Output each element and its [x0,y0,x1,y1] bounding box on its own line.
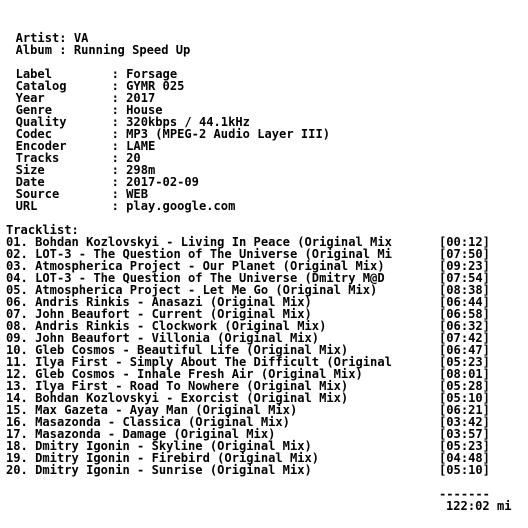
track-duration: [05:23] [439,355,490,369]
track-title: 17. Masazonda - Damage (Original Mix) [6,427,276,441]
track-title: 09. John Beaufort - Villonia (Original Mix) [6,331,320,345]
meta-value: MP3 (MPEG-2 Audio Layer III) [126,127,331,141]
meta-value: GYMR 025 [126,79,185,93]
track-title: 05. Atmospherica Project - Let Me Go (Original Mix) [6,283,378,297]
track-title: 20. Dmitry Igonin - Sunrise (Original Mix) [6,463,312,477]
track-duration: [04:48] [439,451,490,465]
meta-key: Size [15,163,45,177]
meta-separator: : [111,127,127,141]
meta-key: Genre [15,103,52,117]
total-separator: ------- [439,487,490,501]
track-duration: [05:28] [439,379,490,393]
track-duration: [07:50] [439,247,490,261]
meta-key: Label [15,67,52,81]
meta-row-size [6,164,528,176]
meta-separator: : [111,175,127,189]
meta-value: 320kbps / 44.1kHz [126,115,250,129]
meta-row-tracks [6,152,528,164]
meta-separator: : [111,91,127,105]
track-title: 15. Max Gazeta - Ayay Man (Original Mix) [6,403,298,417]
meta-row-catalog [6,80,528,92]
spacer [6,212,528,224]
meta-key: URL [15,199,38,213]
track-duration: [06:58] [439,307,490,321]
meta-key: Codec [15,127,52,141]
meta-separator: : [111,67,127,81]
track-duration: [06:21] [439,403,490,417]
track-title: 03. Atmospherica Project - Our Planet (Original Mix) [6,259,385,273]
track-duration: [05:10] [439,391,490,405]
meta-value: 2017 [126,91,156,105]
meta-row-genre [6,104,528,116]
meta-row-year [6,92,528,104]
total-duration: 122:02 mi [446,499,512,513]
meta-row-source [6,188,528,200]
track-duration: [08:01] [439,367,490,381]
meta-row-codec [6,128,528,140]
track-title: 04. LOT-3 - The Question of The Universe (Dmitry M@D [6,271,385,285]
meta-separator: : [111,151,127,165]
track-duration: [08:38] [439,283,490,297]
meta-separator: : [111,199,127,213]
track-title: 12. Gleb Cosmos - Inhale Fresh Air (Original Mix) [6,367,363,381]
meta-key: Encoder [15,139,67,153]
track-title: 01. Bohdan Kozlovskyi - Living In Peace (Original Mix [6,235,392,249]
track-duration: [09:23] [439,259,490,273]
artist-line: Artist: VA [15,31,89,45]
meta-row-url [6,200,528,212]
meta-key: Tracks [15,151,60,165]
meta-key: Quality [15,115,67,129]
track-row [6,464,528,476]
track-title: 14. Bohdan Kozlovskyi - Exorcist (Original Mix) [6,391,349,405]
track-duration: [06:44] [439,295,490,309]
meta-row-date [6,176,528,188]
tracklist-heading: Tracklist: [6,223,79,237]
meta-row-label [6,68,528,80]
track-title: 02. LOT-3 - The Question of The Universe (Original Mi [6,247,392,261]
meta-key: Source [15,187,60,201]
meta-separator: : [111,187,127,201]
track-duration: [03:42] [439,415,490,429]
track-title: 10. Gleb Cosmos - Beautiful Life (Original Mix) [6,343,349,357]
track-title: 06. Andris Rinkis - Anasazi (Original Mix) [6,295,312,309]
meta-key: Year [15,91,45,105]
track-duration: [05:23] [439,439,490,453]
meta-separator: : [111,163,127,177]
release-info-document [6,31,528,513]
track-title: 07. John Beaufort - Current (Original Mix) [6,307,312,321]
album-line: Album : Running Speed Up [15,43,191,57]
meta-value: play.google.com [126,199,236,213]
tracklist [6,236,528,476]
meta-separator: : [111,103,127,117]
meta-key: Catalog [15,79,67,93]
track-title: 18. Dmitry Igonin - Skyline (Original Mix) [6,439,312,453]
track-duration: [07:42] [439,331,490,345]
meta-row-encoder [6,140,528,152]
meta-value: 298m [126,163,156,177]
meta-value: Forsage [126,67,178,81]
meta-value: House [126,103,163,117]
metadata-block [6,68,528,212]
total-separator-row [6,476,528,501]
track-title: 16. Masazonda - Classica (Original Mix) [6,415,290,429]
track-duration: [06:32] [439,319,490,333]
meta-value: WEB [126,187,148,201]
track-duration: [05:10] [439,463,490,477]
meta-separator: : [111,79,127,93]
meta-key: Date [15,175,45,189]
track-duration: [00:12] [439,235,490,249]
track-duration: [03:57] [439,427,490,441]
meta-separator: : [111,139,127,153]
track-title: 11. Ilya First - Simply About The Difficult (Original [6,355,392,369]
meta-separator: : [111,115,127,129]
track-title: 08. Andris Rinkis - Clockwork (Original Mix) [6,319,327,333]
track-duration: [07:54] [439,271,490,285]
spacer [6,56,528,68]
track-duration: [06:47] [439,343,490,357]
track-title: 13. Ilya First - Road To Nowhere (Original Mix) [6,379,349,393]
track-title: 19. Dmitry Igonin - Firebird (Original Mix) [6,451,320,465]
meta-value: LAME [126,139,156,153]
meta-value: 20 [126,151,141,165]
meta-value: 2017-02-09 [126,175,199,189]
